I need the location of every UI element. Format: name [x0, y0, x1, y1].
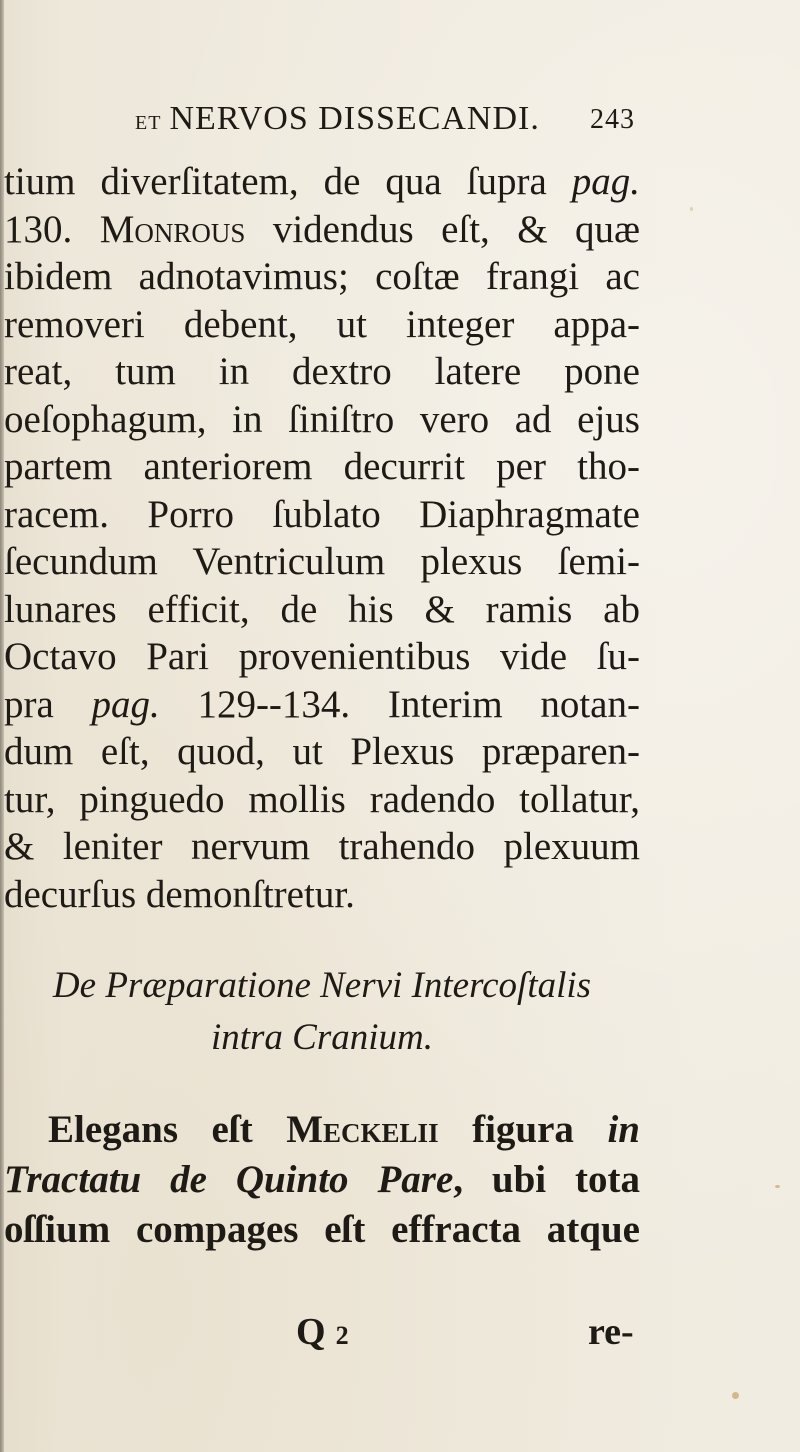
text-span: 130.	[4, 207, 100, 251]
text-line: ſecundum Ventriculum plexus ſemi-	[4, 540, 640, 583]
running-head-title: NERVOS DISSECANDI.	[169, 100, 540, 137]
text-line	[4, 681, 640, 729]
text-span: Elegans eſt	[48, 1108, 287, 1151]
signature-letter: Q	[296, 1311, 326, 1353]
text-line: reat, tum in dextro latere pone	[4, 350, 640, 393]
running-head	[135, 100, 635, 138]
text-line: removeri debent, ut integer appa-	[4, 302, 640, 346]
text-line: partem anteriorem decurrit per tho-	[4, 445, 640, 488]
catchword: re-	[588, 1311, 634, 1353]
author-name: Monrous	[99, 207, 246, 251]
text-line	[4, 1105, 640, 1155]
second-paragraph	[4, 1105, 640, 1255]
text-line: decurſus demonſtretur.	[4, 872, 355, 916]
text-span: pra	[4, 682, 92, 726]
italic-text: in	[607, 1108, 640, 1151]
printer-signature	[296, 1310, 349, 1354]
foxing-spot	[775, 1185, 780, 1188]
signature-number: 2	[335, 1321, 349, 1350]
text-span: , ubi tota	[453, 1158, 640, 1201]
author-name: Meckelii	[286, 1108, 439, 1151]
work-title: Tractatu de Quinto Pare	[4, 1158, 454, 1201]
text-line: oſſium compages eſt effracta atque	[4, 1208, 640, 1251]
page-number: 243	[590, 104, 635, 135]
text-line: tur, pinguedo mollis radendo tollatur,	[4, 777, 640, 821]
section-heading-line-1: De Præparatione Nervi Intercoſtalis	[52, 965, 592, 1006]
text-line	[4, 158, 640, 206]
section-heading-line-2: intra Cranium.	[210, 1017, 434, 1058]
text-span: videndus eſt, & quæ	[245, 207, 641, 251]
body-paragraph	[4, 158, 640, 918]
section-heading	[4, 960, 640, 1064]
text-span: figura	[438, 1108, 608, 1151]
text-line: lunares efficit, de his & ramis ab	[4, 587, 640, 631]
foxing-spot	[690, 207, 693, 211]
text-line	[4, 206, 640, 254]
text-line: Octavo Pari provenientibus vide ſu-	[4, 635, 640, 678]
italic-reference: pag.	[91, 682, 160, 726]
foxing-spot	[732, 1392, 739, 1399]
text-line: racem. Porro ſublato Diaphragmate	[4, 492, 640, 536]
text-line	[4, 1155, 640, 1205]
running-head-prefix: ET	[135, 112, 162, 134]
italic-reference: pag.	[571, 160, 640, 203]
text-span: tium diverſitatem, de qua ſupra	[4, 160, 572, 203]
text-span: 129--134. Interim notan-	[159, 682, 640, 726]
text-line: ibidem adnotavimus; coſtæ frangi ac	[4, 255, 640, 298]
text-line: & leniter nervum trahendo plexuum	[4, 825, 640, 868]
text-line: oeſophagum, in ſiniſtro vero ad ejus	[4, 397, 640, 441]
text-line: dum eſt, quod, ut Plexus præparen-	[4, 730, 640, 773]
